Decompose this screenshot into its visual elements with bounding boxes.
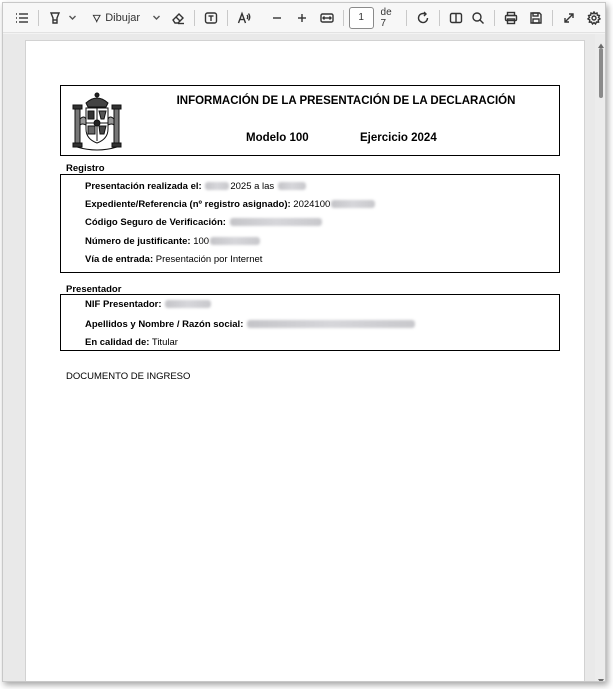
page-count: de 7 xyxy=(380,6,392,29)
via-row xyxy=(85,254,262,265)
document-title: INFORMACIÓN DE LA PRESENTACIÓN DE LA DECLARACIÓN xyxy=(176,95,516,107)
redacted-nombre xyxy=(247,320,415,328)
calidad-label: En calidad de: xyxy=(85,337,150,348)
csv-row xyxy=(85,217,323,228)
toolbar-divider xyxy=(227,10,228,26)
draw-label: Dibujar xyxy=(105,11,141,24)
expediente-value: 2024100 xyxy=(293,199,331,210)
redacted-justificante xyxy=(210,237,260,245)
vertical-scrollbar[interactable] xyxy=(595,34,606,682)
presentacion-value: 2025 a las xyxy=(230,181,275,192)
highlighter-icon xyxy=(48,11,62,25)
minus-icon xyxy=(270,11,284,25)
read-aloud-button[interactable] xyxy=(233,7,255,29)
zoom-in-button[interactable] xyxy=(291,7,313,29)
presentador-heading: Presentador xyxy=(66,284,122,295)
toolbar-divider xyxy=(406,10,407,26)
chevron-down-icon xyxy=(152,13,161,22)
fit-to-width-button[interactable] xyxy=(316,7,338,29)
presentador-box xyxy=(60,294,560,351)
via-label: Vía de entrada: xyxy=(85,254,154,265)
nif-label: NIF Presentador: xyxy=(85,299,162,310)
pdf-viewer-window xyxy=(2,2,606,682)
triangle-down-icon xyxy=(597,677,605,682)
document-viewport[interactable] xyxy=(3,34,606,682)
via-value: Presentación por Internet xyxy=(155,254,263,265)
page-number-input[interactable]: 1 xyxy=(349,7,374,29)
toolbar-divider xyxy=(194,10,195,26)
registro-heading: Registro xyxy=(66,163,105,174)
rotate-icon xyxy=(416,11,430,25)
chevron-down-icon xyxy=(68,13,77,22)
draw-icon xyxy=(92,11,101,25)
fit-width-icon xyxy=(320,11,334,25)
justificante-label: Número de justificante: xyxy=(85,236,191,247)
search-icon xyxy=(471,11,485,25)
document-header-box xyxy=(60,85,560,156)
save-icon xyxy=(529,11,543,25)
rotate-button[interactable] xyxy=(412,7,434,29)
toolbar-divider xyxy=(552,10,553,26)
list-icon xyxy=(15,11,29,25)
save-button[interactable] xyxy=(525,7,547,29)
eraser-icon xyxy=(171,11,185,25)
scroll-up-arrow[interactable] xyxy=(597,37,605,45)
highlight-options-chevron[interactable] xyxy=(68,13,77,22)
erase-button[interactable] xyxy=(167,7,189,29)
redacted-csv xyxy=(230,218,322,226)
calidad-row xyxy=(85,337,178,348)
gear-icon xyxy=(587,11,601,25)
printer-icon xyxy=(504,11,518,25)
page-view-icon xyxy=(449,11,463,25)
nif-row xyxy=(85,299,212,310)
find-button[interactable] xyxy=(467,7,489,29)
presentacion-label: Presentación realizada el: xyxy=(85,181,202,192)
expediente-row xyxy=(85,199,376,210)
nombre-label: Apellidos y Nombre / Razón social: xyxy=(85,319,244,330)
fiscal-year: Ejercicio 2024 xyxy=(360,132,437,144)
plus-icon xyxy=(295,11,309,25)
fullscreen-button[interactable] xyxy=(558,7,580,29)
expediente-label: Expediente/Referencia (nº registro asignado): xyxy=(85,199,291,210)
calidad-value: Titular xyxy=(151,337,178,348)
text-box-icon xyxy=(204,11,218,25)
read-aloud-icon xyxy=(237,11,251,25)
scroll-down-arrow[interactable] xyxy=(597,672,605,680)
highlight-button[interactable] xyxy=(44,7,66,29)
draw-options-chevron[interactable] xyxy=(152,13,161,22)
pdf-toolbar xyxy=(3,3,605,33)
model-number: Modelo 100 xyxy=(246,132,309,144)
redacted-date xyxy=(205,182,229,190)
scrollbar-thumb[interactable] xyxy=(599,48,603,98)
redacted-time xyxy=(278,182,306,190)
coat-of-arms-icon xyxy=(71,89,123,153)
zoom-out-button[interactable] xyxy=(266,7,288,29)
toolbar-divider xyxy=(38,10,39,26)
csv-label: Código Seguro de Verificación: xyxy=(85,217,226,228)
documento-ingreso-text: DOCUMENTO DE INGRESO xyxy=(66,371,191,382)
justificante-row xyxy=(85,236,261,247)
registro-box xyxy=(60,174,560,273)
nombre-row xyxy=(85,319,416,330)
print-button[interactable] xyxy=(500,7,522,29)
contents-button[interactable] xyxy=(11,7,33,29)
presentacion-row xyxy=(85,181,307,192)
add-text-button[interactable] xyxy=(200,7,222,29)
redacted-nif xyxy=(165,300,211,308)
toolbar-divider xyxy=(343,10,344,26)
justificante-value: 100 xyxy=(193,236,210,247)
pdf-page xyxy=(25,40,585,682)
draw-button[interactable] xyxy=(88,7,144,29)
toolbar-divider xyxy=(494,10,495,26)
redacted-expediente xyxy=(331,200,375,208)
settings-button[interactable] xyxy=(583,7,605,29)
toolbar-divider xyxy=(439,10,440,26)
expand-icon xyxy=(562,11,576,25)
page-view-button[interactable] xyxy=(445,7,467,29)
